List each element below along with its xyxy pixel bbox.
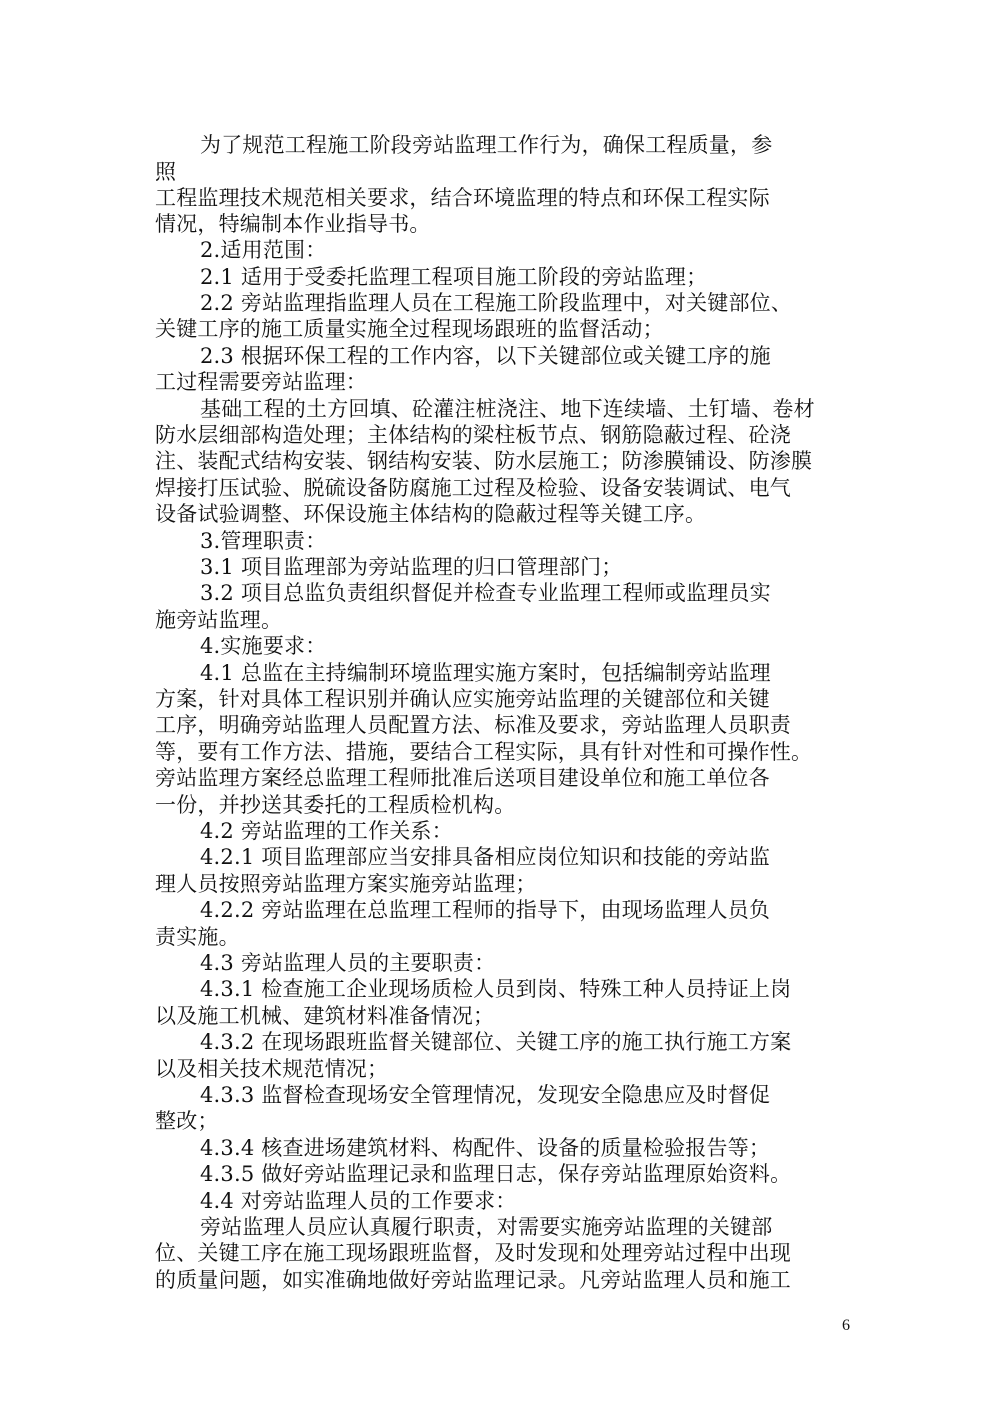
paragraph-line: 基础工程的土方回填、砼灌注桩浇注、地下连续墙、土钉墙、卷材 [200,397,815,421]
paragraph-line: 旁站监理方案经总监理工程师批准后送项目建设单位和施工单位各 [155,766,770,790]
paragraph-line: 4.3.5 做好旁站监理记录和监理日志，保存旁站监理原始资料。 [200,1162,792,1186]
paragraph-line: 责实施。 [155,925,240,949]
paragraph-line: 的质量问题，如实准确地做好旁站监理记录。凡旁站监理人员和施工 [155,1268,791,1292]
paragraph-line: 4.3.3 监督检查现场安全管理情况，发现安全隐患应及时督促 [200,1083,771,1107]
paragraph-line: 4.3 旁站监理人员的主要职责： [200,951,496,975]
paragraph-line: 4.3.2 在现场跟班监督关键部位、关键工序的施工执行施工方案 [200,1030,792,1054]
paragraph-line: 4.1 总监在主持编制环境监理实施方案时，包括编制旁站监理 [200,661,771,685]
paragraph-line: 情况，特编制本作业指导书。 [155,212,431,236]
paragraph-line: 位、关键工序在施工现场跟班监督，及时发现和处理旁站过程中出现 [155,1241,791,1265]
paragraph-line: 4.4 对旁站监理人员的工作要求： [200,1189,517,1213]
paragraph-line: 方案，针对具体工程识别并确认应实施旁站监理的关键部位和关键 [155,687,770,711]
paragraph-line: 旁站监理人员应认真履行职责，对需要实施旁站监理的关键部 [200,1215,773,1239]
paragraph-line: 4.2.1 项目监理部应当安排具备相应岗位知识和技能的旁站监 [200,845,771,869]
paragraph-line: 为了规范工程施工阶段旁站监理工作行为，确保工程质量，参 [200,133,773,157]
paragraph-line: 以及相关技术规范情况； [155,1057,389,1081]
paragraph-line: 4.3.1 检查施工企业现场质检人员到岗、特殊工种人员持证上岗 [200,977,792,1001]
section-heading: 2.适用范围： [200,238,327,262]
paragraph-line: 4.3.4 核查进场建筑材料、构配件、设备的质量检验报告等； [200,1136,771,1160]
paragraph-line: 注、装配式结构安装、钢结构安装、防水层施工；防渗膜铺设、防渗膜 [155,449,813,473]
paragraph-line: 关键工序的施工质量实施全过程现场跟班的监督活动； [155,317,664,341]
paragraph-line: 3.2 项目总监负责组织督促并检查专业监理工程师或监理员实 [200,581,771,605]
paragraph-line: 2.2 旁站监理指监理人员在工程施工阶段监理中，对关键部位、 [200,291,793,315]
section-heading: 4.实施要求： [200,634,327,658]
page-number: 6 [842,1317,850,1334]
paragraph-line: 一份，并抄送其委托的工程质检机构。 [155,793,516,817]
paragraph-line: 工序，明确旁站监理人员配置方法、标准及要求，旁站监理人员职责 [155,713,791,737]
paragraph-line: 防水层细部构造处理；主体结构的梁柱板节点、钢筋隐蔽过程、砼浇 [155,423,791,447]
paragraph-line: 2.3 根据环保工程的工作内容，以下关键部位或关键工序的施 [200,344,771,368]
paragraph-line: 照 [155,160,177,184]
paragraph-line: 施旁站监理。 [155,608,283,632]
paragraph-line: 以及施工机械、建筑材料准备情况； [155,1004,495,1028]
paragraph-line: 整改； [155,1109,219,1133]
paragraph-line: 设备试验调整、环保设施主体结构的隐蔽过程等关键工序。 [155,502,707,526]
paragraph-line: 等，要有工作方法、措施，要结合工程实际，具有针对性和可操作性。 [155,740,813,764]
paragraph-line: 4.2.2 旁站监理在总监理工程师的指导下，由现场监理人员负 [200,898,771,922]
paragraph-line: 理人员按照旁站监理方案实施旁站监理； [155,872,537,896]
paragraph-line: 2.1 适用于受委托监理工程项目施工阶段的旁站监理； [200,265,708,289]
paragraph-line: 工程监理技术规范相关要求，结合环境监理的特点和环保工程实际 [155,186,770,210]
paragraph-line: 工过程需要旁站监理： [155,370,367,394]
paragraph-line: 3.1 项目监理部为旁站监理的归口管理部门； [200,555,623,579]
section-heading: 3.管理职责： [200,529,327,553]
paragraph-line: 焊接打压试验、脱硫设备防腐施工过程及检验、设备安装调试、电气 [155,476,791,500]
paragraph-line: 4.2 旁站监理的工作关系： [200,819,453,843]
